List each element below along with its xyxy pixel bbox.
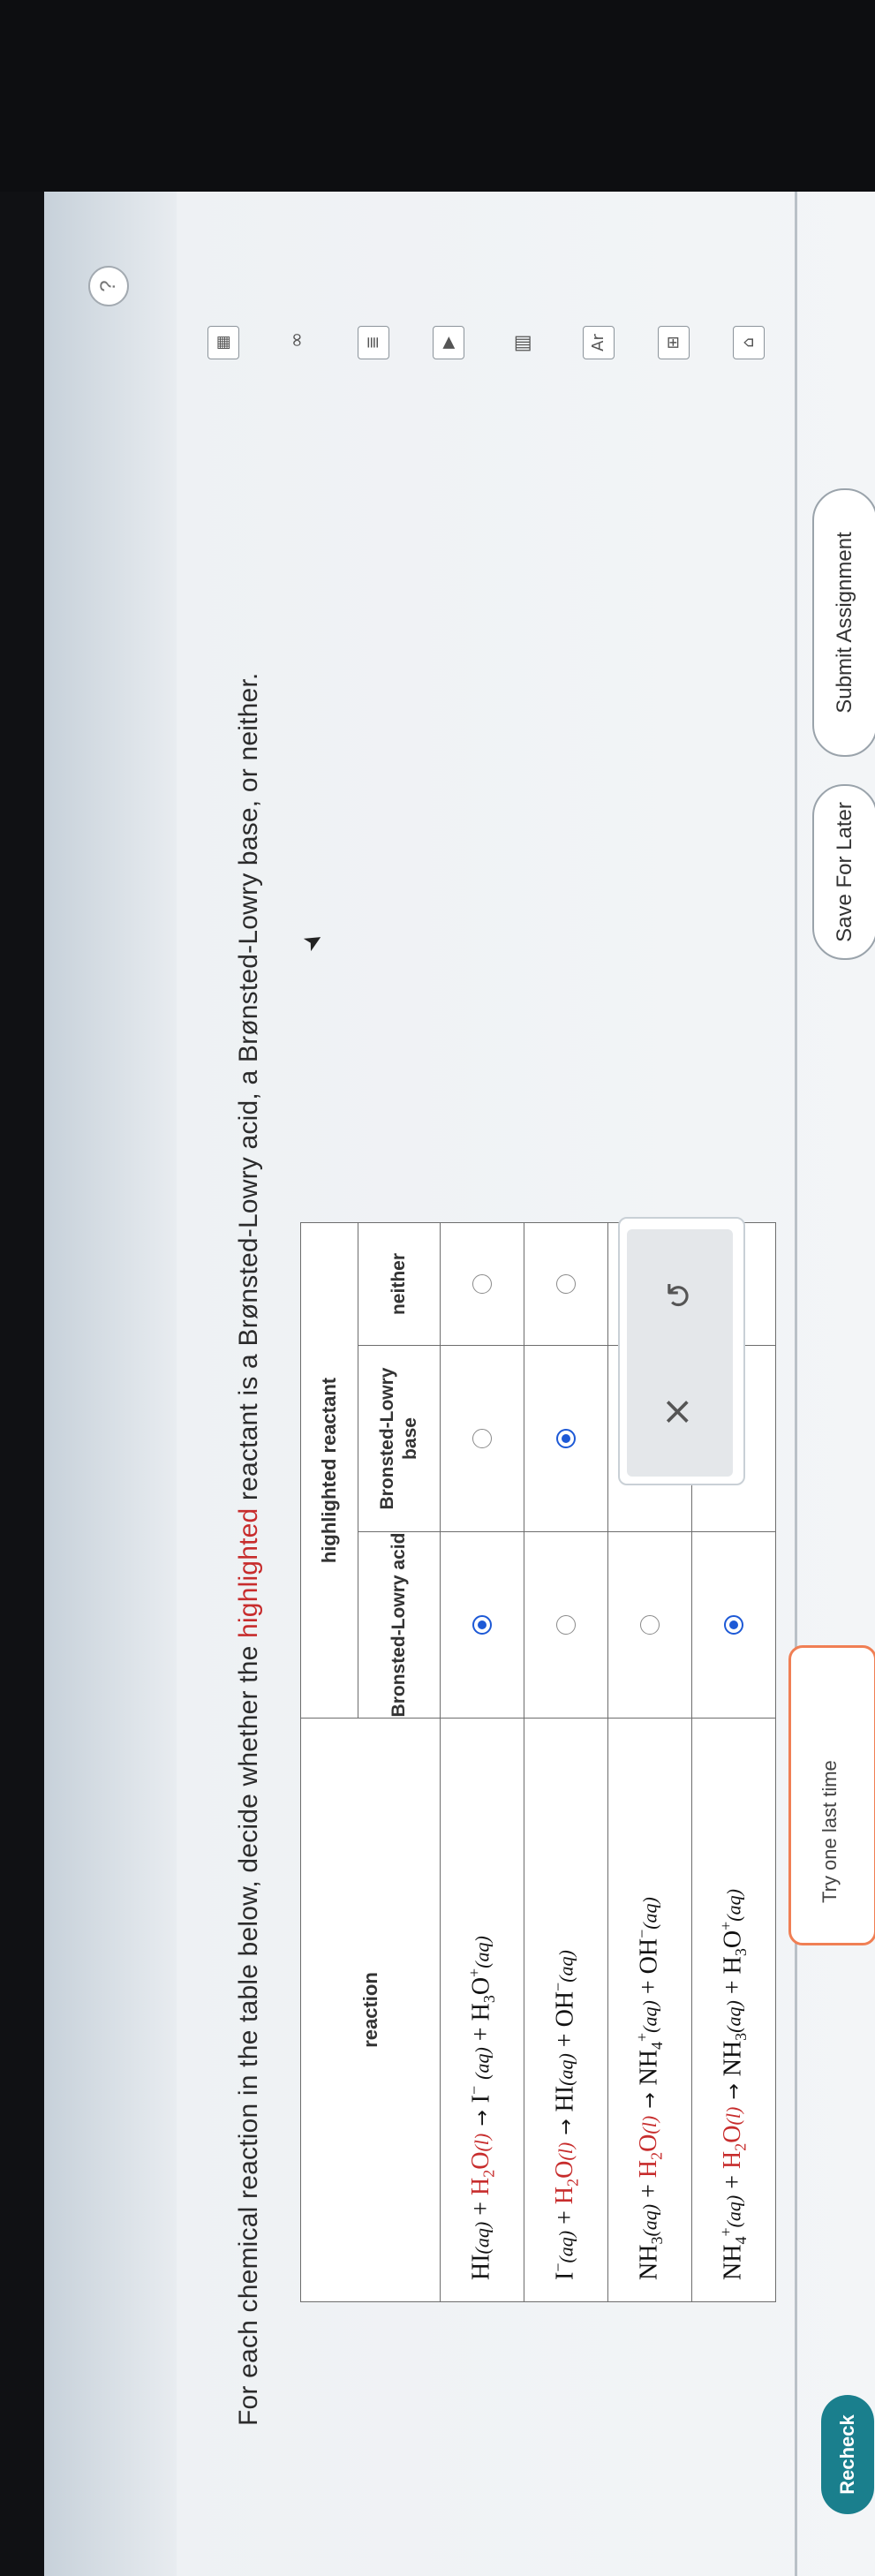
header-highlighted-reactant: highlighted reactant: [301, 1223, 358, 1719]
reaction-equation-2: $I^-(aq) + H_2O(l)\to HI(aq) + OH^-(aq)$: [524, 1719, 608, 2302]
submit-assignment-button[interactable]: Submit Assignment: [812, 488, 875, 757]
monitor-bezel-right: [0, 0, 875, 192]
option-base[interactable]: [524, 1346, 608, 1532]
radio-base[interactable]: [472, 1429, 492, 1448]
radio-acid[interactable]: [556, 1615, 576, 1635]
option-base[interactable]: [441, 1346, 524, 1532]
infinity-icon[interactable]: ∞: [286, 331, 308, 349]
radio-neither[interactable]: [472, 1274, 492, 1294]
radio-neither[interactable]: [556, 1274, 576, 1294]
save-for-later-button[interactable]: Save For Later: [812, 784, 875, 960]
header-reaction: reaction: [301, 1719, 441, 2302]
table-row: [441, 1223, 524, 2302]
answer-tools-inner: [627, 1229, 733, 1477]
header-base: Bronsted-Lowry base: [358, 1346, 441, 1532]
undo-button[interactable]: ↺: [660, 1281, 698, 1310]
help-button[interactable]: ?: [88, 266, 129, 306]
radio-acid[interactable]: [724, 1615, 743, 1635]
calculator-icon[interactable]: ▦: [207, 326, 239, 359]
option-neither[interactable]: [524, 1223, 608, 1346]
radio-base[interactable]: [556, 1429, 576, 1448]
reaction-equation-3: $NH_3(aq) + H_2O(l)\to NH_4^+(aq) + OH^-(aq)$: [608, 1719, 692, 2302]
option-acid[interactable]: [608, 1532, 692, 1719]
textbook-icon[interactable]: ⌂: [733, 326, 765, 359]
bar-chart-icon[interactable]: ▥: [511, 334, 533, 353]
option-acid[interactable]: [441, 1532, 524, 1719]
footer-divider: [795, 192, 797, 2576]
try-again-text: Try one last time: [818, 1760, 841, 1903]
reaction-equation-1: $HI(aq) + H_2O(l)\to I^-$ $(aq) + H_3O^+(aq)$: [441, 1719, 524, 2302]
notes-icon[interactable]: ≣: [358, 326, 389, 359]
reaction-equation-4: $NH_4^+(aq) + H_2O(l)\to NH_3(aq) + H_3O^+(aq)$: [692, 1719, 776, 2302]
recheck-button[interactable]: Recheck: [821, 2395, 874, 2514]
prompt-text-after: reactant is a Brønsted-Lowry acid, a Brønsted-Lowry base, or neither.: [234, 672, 263, 1508]
screen-top-area: [44, 192, 177, 2576]
option-acid[interactable]: [692, 1532, 776, 1719]
radio-acid[interactable]: [472, 1615, 492, 1635]
header-neither: neither: [358, 1223, 441, 1346]
monitor-bezel: [0, 0, 44, 2576]
prompt-text-before: For each chemical reaction in the table below, decide whether the: [234, 1637, 263, 2426]
periodic-table-icon[interactable]: Ar: [583, 326, 615, 359]
option-acid[interactable]: [524, 1532, 608, 1719]
clear-button[interactable]: ×: [654, 1395, 699, 1428]
prompt-highlighted-word: highlighted: [234, 1507, 263, 1638]
mouse-cursor-icon: ➤: [298, 925, 328, 958]
data-table-icon[interactable]: ⊞: [658, 326, 690, 359]
table-row: [524, 1223, 608, 2302]
question-prompt: [234, 483, 264, 2426]
video-icon[interactable]: ▶: [433, 326, 464, 359]
option-neither[interactable]: [441, 1223, 524, 1346]
radio-acid[interactable]: [640, 1615, 660, 1635]
header-acid: Bronsted-Lowry acid: [358, 1532, 441, 1719]
